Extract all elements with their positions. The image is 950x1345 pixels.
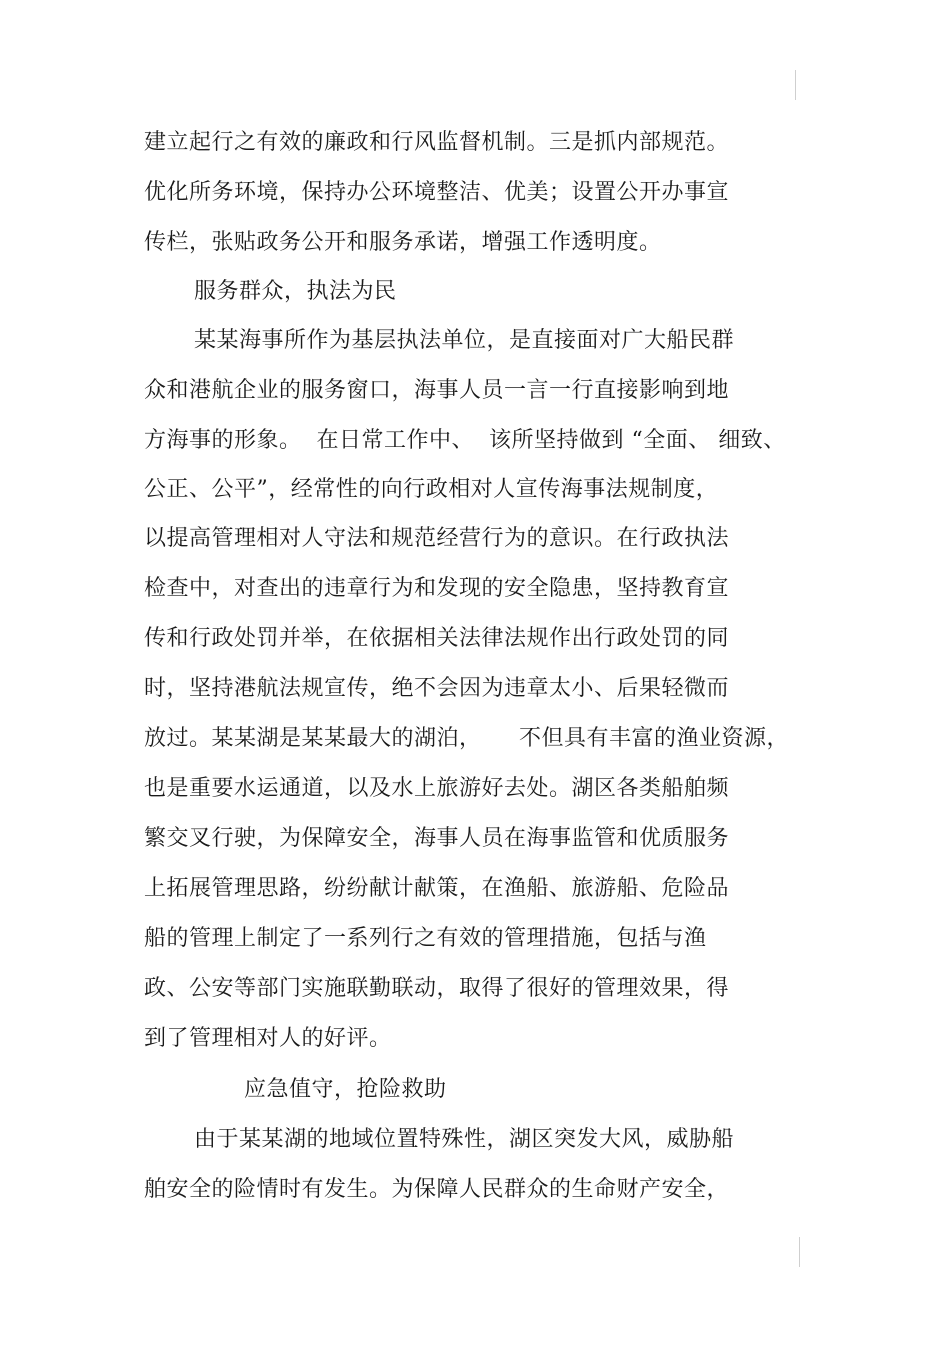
text-line: 放过。某某湖是某某最大的湖泊， 不但具有丰富的渔业资源， — [144, 726, 789, 751]
text-line: 优化所务环境，保持办公环境整洁、优美；设置公开办事宣 — [144, 180, 730, 205]
text-line: 众和港航企业的服务窗口，海事人员一言一行直接影响到地 — [144, 378, 730, 403]
text-line: 方海事的形象。 在日常工作中、 该所坚持做到 “全面、 细致、 — [144, 428, 786, 453]
text-line: 建立起行之有效的廉政和行风监督机制。三是抓内部规范。 — [144, 130, 730, 155]
text-line: 由于某某湖的地域位置特殊性，湖区突发大风，威胁船 — [194, 1127, 735, 1152]
text-line: 繁交叉行驶，为保障安全，海事人员在海事监管和优质服务 — [144, 826, 730, 851]
text-line: 传和行政处罚并举，在依据相关法律法规作出行政处罚的同 — [144, 626, 730, 651]
text-line: 船的管理上制定了一系列行之有效的管理措施，包括与渔 — [144, 926, 707, 951]
text-line: 检查中，对查出的违章行为和发现的安全隐患，坚持教育宣 — [144, 576, 730, 601]
page-corner-mark-top — [795, 70, 796, 100]
section-heading: 应急值守，抢险救助 — [244, 1077, 447, 1102]
text-line: 舶安全的险情时有发生。为保障人民群众的生命财产安全， — [144, 1177, 730, 1202]
text-line: 也是重要水运通道，以及水上旅游好去处。湖区各类船舶频 — [144, 776, 730, 801]
text-line: 上拓展管理思路，纷纷献计献策，在渔船、旅游船、危险品 — [144, 876, 730, 901]
text-line: 传栏，张贴政务公开和服务承诺，增强工作透明度。 — [144, 230, 662, 255]
text-line: 公正、公平”，经常性的向行政相对人宣传海事法规制度， — [144, 477, 719, 502]
text-line: 某某海事所作为基层执法单位，是直接面对广大船民群 — [194, 328, 735, 353]
text-line: 以提高管理相对人守法和规范经营行为的意识。在行政执法 — [144, 526, 730, 551]
text-line: 到了管理相对人的好评。 — [144, 1026, 392, 1051]
section-heading: 服务群众，执法为民 — [194, 279, 397, 304]
page-corner-mark-bottom — [799, 1237, 800, 1267]
text-line: 时，坚持港航法规宣传，绝不会因为违章太小、后果轻微而 — [144, 676, 730, 701]
text-line: 政、公安等部门实施联勤联动，取得了很好的管理效果，得 — [144, 976, 730, 1001]
